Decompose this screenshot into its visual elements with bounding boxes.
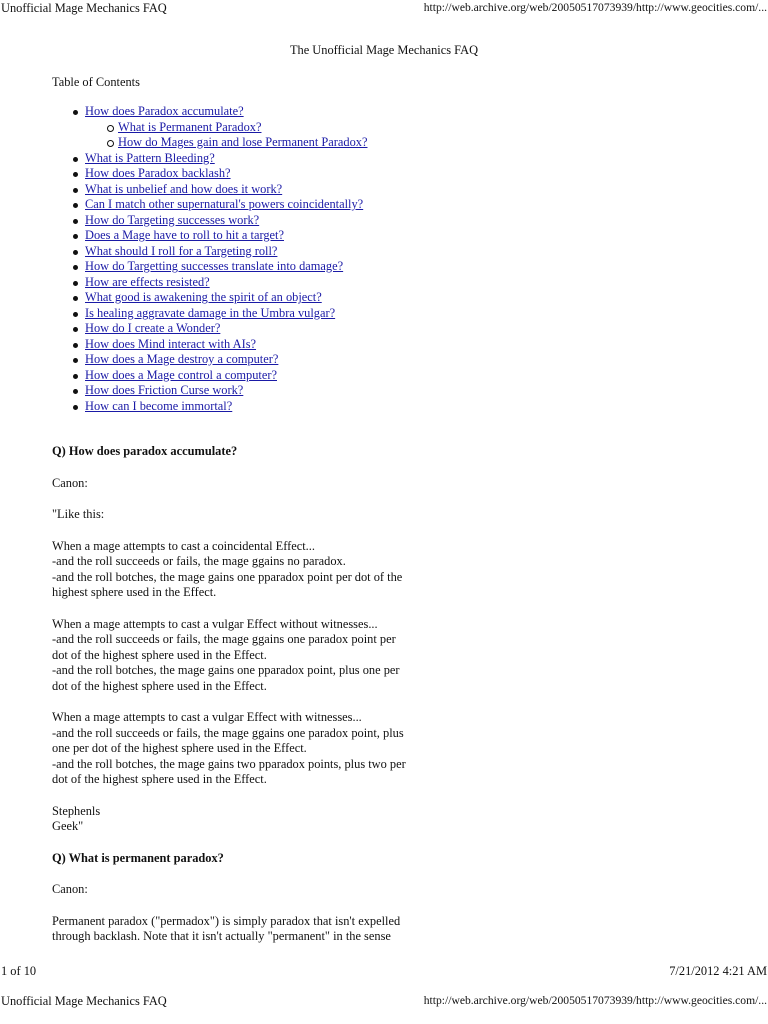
text-line: Q) How does paradox accumulate? [52,444,238,458]
header-title: Unofficial Mage Mechanics FAQ [1,1,167,15]
toc-link[interactable]: What is Permanent Paradox? [118,119,262,134]
text-line: Permanent paradox ("permadox") is simply paradox that isn't expelled [52,913,401,928]
toc-link[interactable]: How can I become immortal? [85,398,233,413]
toc-item [52,228,652,244]
text-line: When a mage attempts to cast a vulgar Effect without witnesses... [52,616,378,631]
toc-link[interactable]: Is healing aggravate damage in the Umbra vulgar? [85,305,336,320]
text-line: Geek" [52,819,84,833]
table-of-contents [52,104,652,414]
text-line: Canon: [52,882,88,896]
text-line: dot of the highest sphere used in the Effect. [52,678,267,693]
text-line: highest sphere used in the Effect. [52,585,217,599]
toc-link[interactable]: How does Paradox accumulate? [85,104,244,118]
toc-link[interactable]: Can I match other supernatural's powers coincidentally? [85,197,364,211]
toc-item [52,151,652,167]
paragraph [52,507,452,523]
toc-link[interactable]: How do Mages gain and lose Permanent Paradox? [118,135,368,149]
toc-link[interactable]: How are effects resisted? [85,274,210,289]
paragraph [52,617,452,695]
question-heading [52,851,452,867]
toc-item [52,213,652,229]
paragraph [52,804,452,835]
paragraph [52,882,452,898]
text-line: through backlash. Note that it isn't actually "permanent" in the sense [52,929,391,943]
text-line: Canon: [52,475,88,490]
toc-item [52,306,652,322]
text-line: "Like this: [52,507,105,521]
footer-url: http://web.archive.org/web/20050517073939/http://www.geocities.com/... [423,994,767,1007]
print-datetime: 7/21/2012 4:21 AM [669,964,767,978]
text-line: Q) What is permanent paradox? [52,850,224,865]
text-line: one per dot of the highest sphere used in the Effect. [52,741,307,755]
print-footer-meta [0,963,768,979]
toc-item [52,182,652,198]
header-url: http://web.archive.org/web/20050517073939/http://www.geocities.com/... [423,1,767,14]
toc-link[interactable]: Does a Mage have to roll to hit a target? [85,228,284,242]
toc-link[interactable]: How does a Mage control a computer? [85,367,277,382]
toc-item [52,166,652,182]
toc-link[interactable]: How do I create a Wonder? [85,321,221,335]
toc-link[interactable]: What good is awakening the spirit of an object? [85,290,322,304]
toc-item [52,290,652,306]
toc-link[interactable]: How does Friction Curse work? [85,383,244,397]
toc-item [52,337,652,353]
toc-item [52,352,652,368]
toc-heading: Table of Contents [52,75,140,89]
text-line: dot of the highest sphere used in the Effect. [52,647,267,662]
text-line: -and the roll botches, the mage gains one pparadox point per dot of the [52,569,403,584]
text-line: -and the roll botches, the mage gains two pparadox points, plus two per [52,756,406,771]
text-line: When a mage attempts to cast a vulgar Effect with witnesses... [52,710,362,724]
toc-item [52,259,652,275]
print-footer [0,993,768,1009]
text-line: -and the roll botches, the mage gains one pparadox point, plus one per [52,663,400,677]
text-line: -and the roll succeeds or fails, the mage ggains one paradox point per [52,632,396,646]
toc-item [52,244,652,260]
paragraph [52,539,452,601]
toc-item [52,275,652,291]
text-line: dot of the highest sphere used in the Effect. [52,772,267,786]
toc-link[interactable]: How does a Mage destroy a computer? [85,352,279,366]
toc-link[interactable]: How do Targetting successes translate into damage? [85,259,344,273]
text-line: -and the roll succeeds or fails, the mage ggains no paradox. [52,554,346,568]
text-line: -and the roll succeeds or fails, the mage ggains one paradox point, plus [52,725,404,740]
toc-link[interactable]: What should I roll for a Targeting roll? [85,243,278,258]
question-heading [52,444,452,460]
paragraph [52,914,452,945]
toc-link[interactable]: What is Pattern Bleeding? [85,150,215,165]
faq-content [52,444,452,961]
print-header [0,0,768,16]
footer-title: Unofficial Mage Mechanics FAQ [1,994,167,1008]
toc-item [52,104,652,120]
paragraph [52,710,452,788]
toc-link[interactable]: What is unbelief and how does it work? [85,181,283,196]
text-line: When a mage attempts to cast a coincidental Effect... [52,538,315,553]
toc-item [52,368,652,384]
toc-item [52,399,652,415]
page-title: The Unofficial Mage Mechanics FAQ [289,43,479,57]
toc-link[interactable]: How does Mind interact with AIs? [85,336,257,351]
toc-item [52,135,652,151]
toc-item [52,321,652,337]
toc-link[interactable]: How do Targeting successes work? [85,212,260,227]
page-number: 1 of 10 [1,964,37,978]
toc-item [52,197,652,213]
paragraph [52,476,452,492]
text-line: Stephenls [52,803,101,818]
toc-link[interactable]: How does Paradox backlash? [85,166,231,180]
toc-item [52,120,652,136]
toc-item [52,383,652,399]
